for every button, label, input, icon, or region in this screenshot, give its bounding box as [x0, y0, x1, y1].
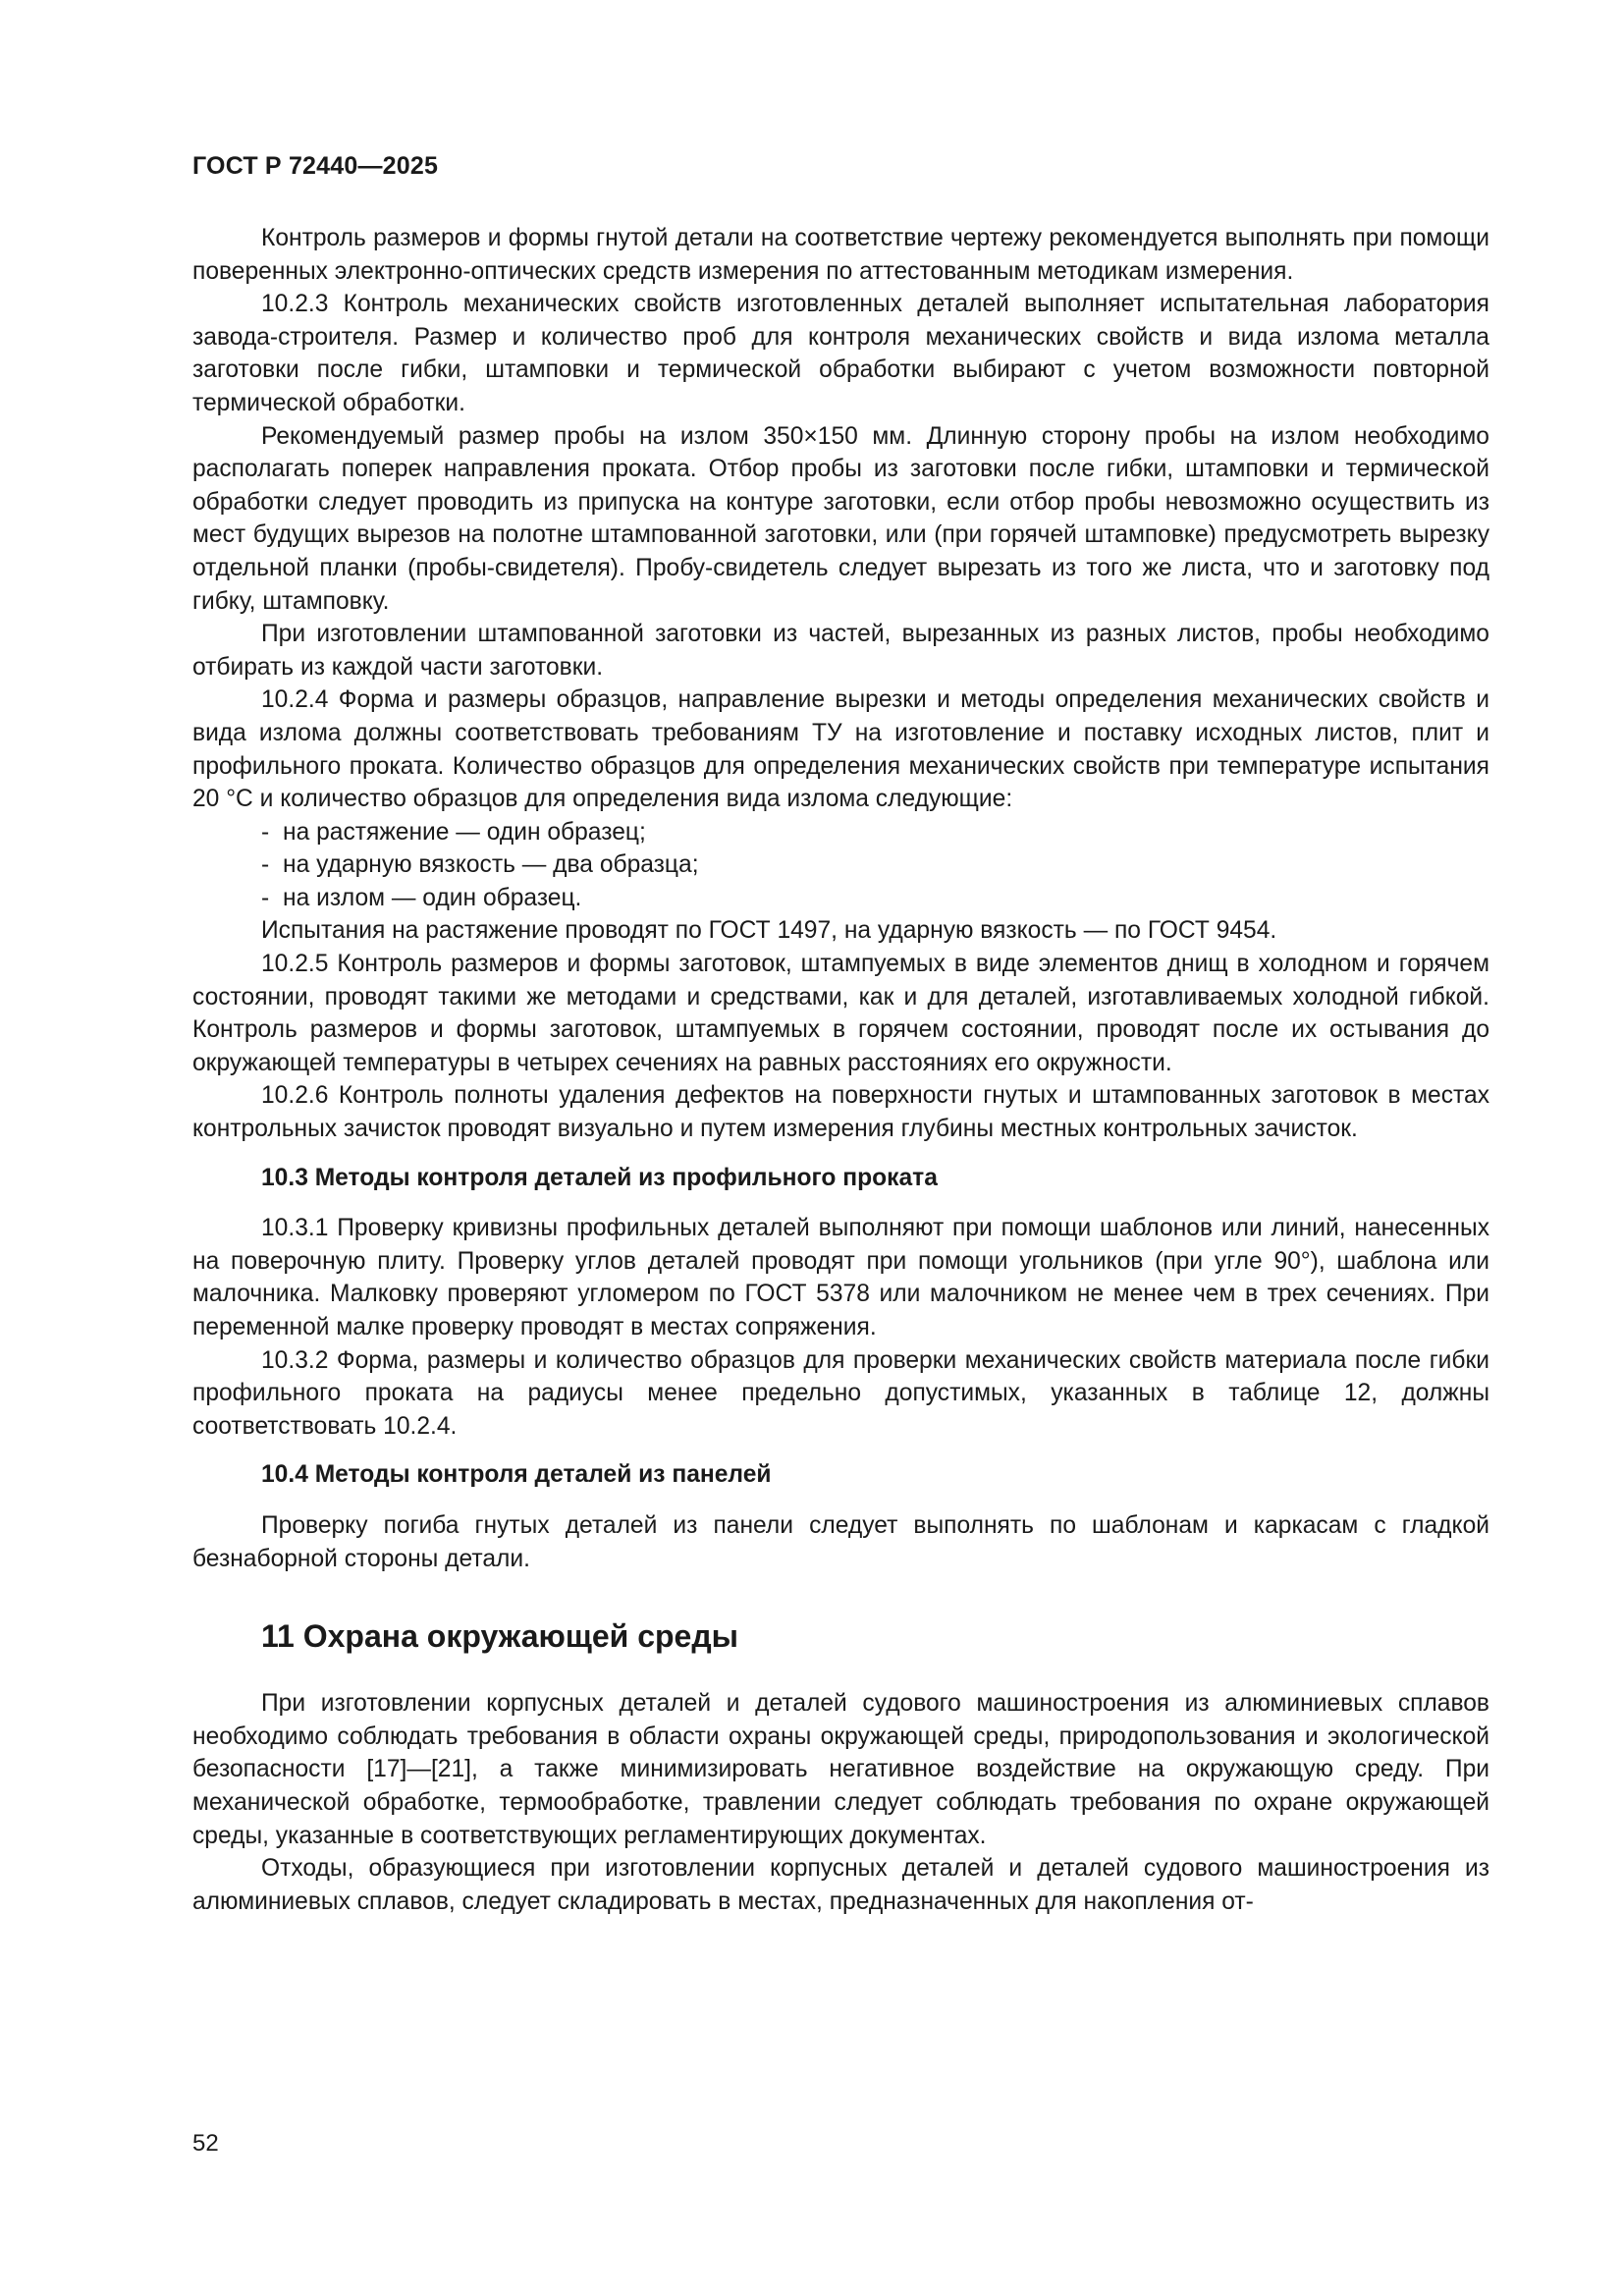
- paragraph: Проверку погиба гнутых деталей из панели следует выполнять по шаблонам и каркасам с гладкой безнаборной стороны детали.: [192, 1511, 1489, 1572]
- section-heading-11: 11 Охрана окружающей среды: [261, 1618, 738, 1655]
- paragraph: Контроль размеров и формы гнутой детали на соответствие чертежу рекомендуется выполнять при помощи поверенных электронно-оптических средств измерения по аттестованным методикам измерения.: [192, 225, 1489, 285]
- list-dash: -: [261, 884, 270, 911]
- list-item-text: на ударную вязкость — два образца;: [283, 851, 699, 879]
- list-item-text: на растяжение — один образец;: [283, 818, 646, 846]
- paragraph: 10.3.1 Проверку кривизны профильных деталей выполняют при помощи шаблонов или линий, нанесенных на поверочную плиту. Проверку углов деталей проводят при помощи угольников (при угле 90°), шаблона или малочника. Малковку проверяют угломером по ГОСТ 5378 или малочником не менее чем в трех сечениях. При переменной малке проверку проводят в местах сопряжения.: [192, 1215, 1489, 1340]
- paragraph: Испытания на растяжение проводят по ГОСТ 1497, на ударную вязкость — по ГОСТ 9454.: [261, 917, 1277, 945]
- list-item-text: на излом — один образец.: [283, 884, 582, 911]
- document-header: ГОСТ Р 72440—2025: [192, 152, 439, 180]
- paragraph: При изготовлении корпусных деталей и деталей судового машиностроения из алюминиевых сплавов необходимо соблюдать требования в области охраны окружающей среды, природопользования и экологической безопасности [17]—[21], а также минимизировать негативное воздействие на окружающую среду. При механической обработке, термообработке, травлении следует соблюдать требования по охране окружающей среды, указанные в соответствующих регламентирующих документах.: [192, 1690, 1489, 1849]
- section-heading-10-4: 10.4 Методы контроля деталей из панелей: [261, 1461, 772, 1489]
- document-body: [192, 222, 1489, 1918]
- paragraph: 10.2.4 Форма и размеры образцов, направление вырезки и методы определения механических свойств и вида излома должны соответствовать требованиям ТУ на изготовление и поставку исходных листов, плит и профильного проката. Количество образцов для определения механических свойств при температуре испытания 20 °С и количество образцов для определения вида излома следующие:: [192, 686, 1489, 813]
- paragraph: Рекомендуемый размер пробы на излом 350×150 мм. Длинную сторону пробы на излом необходимо располагать поперек направления проката. Отбор пробы из заготовки после гибки, штамповки и термической обработки следует проводить из припуска на контуре заготовки, если отбор пробы невозможно осуществить из мест будущих вырезов на полотне штампованной заготовки, или (при горячей штамповке) предусмотреть вырезку отдельной планки (пробы-свидетеля). Пробу-свидетель следует вырезать из того же листа, что и заготовку под гибку, штамповку.: [192, 422, 1489, 615]
- paragraph: Отходы, образующиеся при изготовлении корпусных деталей и деталей судового машиностроения из алюминиевых сплавов, следует складировать в местах, предназначенных для накопления от-: [192, 1855, 1489, 1915]
- paragraph: При изготовлении штампованной заготовки из частей, вырезанных из разных листов, пробы необходимо отбирать из каждой части заготовки.: [192, 621, 1489, 681]
- page-number: 52: [192, 2130, 219, 2157]
- list-item: [192, 816, 1489, 849]
- section-heading-10-3: 10.3 Методы контроля деталей из профильного проката: [261, 1164, 938, 1191]
- paragraph: 10.2.5 Контроль размеров и формы заготовок, штампуемых в виде элементов днищ в холодном и горячем состоянии, проводят такими же методами и средствами, как и для деталей, изготавливаемых холодной гибкой. Контроль размеров и формы заготовок, штампуемых в горячем состоянии, проводят после их остывания до окружающей температуры в четырех сечениях на равных расстояниях его окружности.: [192, 951, 1489, 1076]
- list-item: [192, 882, 1489, 915]
- list-dash: -: [261, 851, 270, 879]
- paragraph: 10.3.2 Форма, размеры и количество образцов для проверки механических свойств материала после гибки профильного проката на радиусы менее предельно допустимых, указанных в таблице 12, должны соответствовать 10.2.4.: [192, 1346, 1489, 1440]
- paragraph: 10.2.6 Контроль полноты удаления дефектов на поверхности гнутых и штампованных заготовок в местах контрольных зачисток проводят визуально и путем измерения глубины местных контрольных зачисток.: [192, 1082, 1489, 1143]
- list-dash: -: [261, 818, 270, 846]
- list-item: [192, 848, 1489, 882]
- paragraph: 10.2.3 Контроль механических свойств изготовленных деталей выполняет испытательная лаборатория завода-строителя. Размер и количество проб для контроля механических свойств и вида излома металла заготовки после гибки, штамповки и термической обработки выбирают с учетом возможности повторной термической обработки.: [192, 291, 1489, 416]
